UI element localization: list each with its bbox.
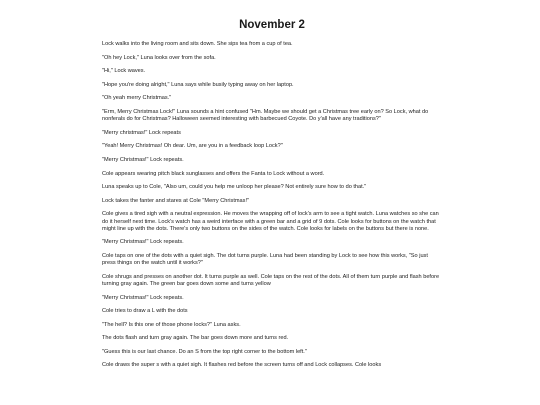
paragraph: Cole draws the super s with a quiet sigh. It flashes red before the screen turns off and Lock collapses. Cole looks bbox=[102, 362, 382, 369]
document-body bbox=[102, 41, 540, 370]
paragraph: Cole tries to draw a L with the dots bbox=[102, 308, 188, 315]
paragraph: "Erm, Merry Christmas Lock!" Luna sounds a hint confused "Hm. Maybe we should get a Christmas tree early on? So Lock, what do nonferals do for Christmas? Halloween seemed interesting with barbecued Coyote. Do y'all have any traditions?" bbox=[102, 108, 429, 123]
paragraph: Cole gives a tired sigh with a neutral expression. He moves the wrapping off of lock's arm to see a tight watch. Luna watches so she can do it herself next time. Lock's watch has a weird interface with a green bar and a grid of 9 dots. Cole looks for buttons on the watch that might line up with the dots. There's only two buttons on the sides of the watch. Cole looks for labels on the buttons but there is none. bbox=[102, 211, 439, 232]
paragraph: "Oh hey Lock," Luna looks over from the sofa. bbox=[102, 54, 216, 61]
paragraph: "Merry Christmas!" Lock repeats. bbox=[102, 294, 184, 301]
paragraph: "Hi," Lock waves. bbox=[102, 68, 146, 75]
paragraph: "Merry christmas!" Lock repeats bbox=[102, 129, 181, 136]
paragraph: Cole appears wearing pitch black sunglasses and offers the Fanta to Lock without a word. bbox=[102, 170, 325, 177]
paragraph: "Merry Christmas!" Lock repeats. bbox=[102, 156, 184, 163]
paragraph: "Oh yeah merry Christmas." bbox=[102, 95, 172, 102]
paragraph: The dots flash and turn gray again. The bar goes down more and turns red. bbox=[102, 335, 289, 342]
paragraph: "Guess this is our last chance. Do an S from the top right corner to the bottom left." bbox=[102, 348, 307, 355]
paragraph: Lock takes the fanter and stares at Cole "Merry Christmas!" bbox=[102, 197, 249, 204]
paragraph: Lock walks into the living room and sits down. She sips tea from a cup of tea. bbox=[102, 41, 293, 47]
paragraph: Cole taps on one of the dots with a quiet sigh. The dot turns purple. Luna had been standing by Lock to see how this works, "So just press things on the watch until it works?" bbox=[102, 252, 428, 267]
paragraph: Luna speaks up to Cole, "Also um, could you help me unloop her please? Not entirely sure how to do that." bbox=[102, 184, 367, 191]
paragraph: "Yeah! Merry Christmas! Oh dear. Um, are you in a feedback loop Lock?" bbox=[102, 143, 283, 150]
document-title: November 2 bbox=[239, 19, 305, 31]
paragraph: Cole shrugs and presses on another dot. It turns purple as well. Cole taps on the rest of the dots. All of them turn purple and flash before turning gray again. The green bar goes down some and turns yellow bbox=[102, 273, 440, 287]
paragraph: "Merry Christmas!" Lock repeats. bbox=[102, 239, 184, 246]
paragraph: "Hope you're doing alright," Luna says while busily typing away on her laptop. bbox=[102, 81, 294, 88]
paragraph: "The hell? Is this one of those phone locks?" Luna asks. bbox=[102, 321, 241, 328]
